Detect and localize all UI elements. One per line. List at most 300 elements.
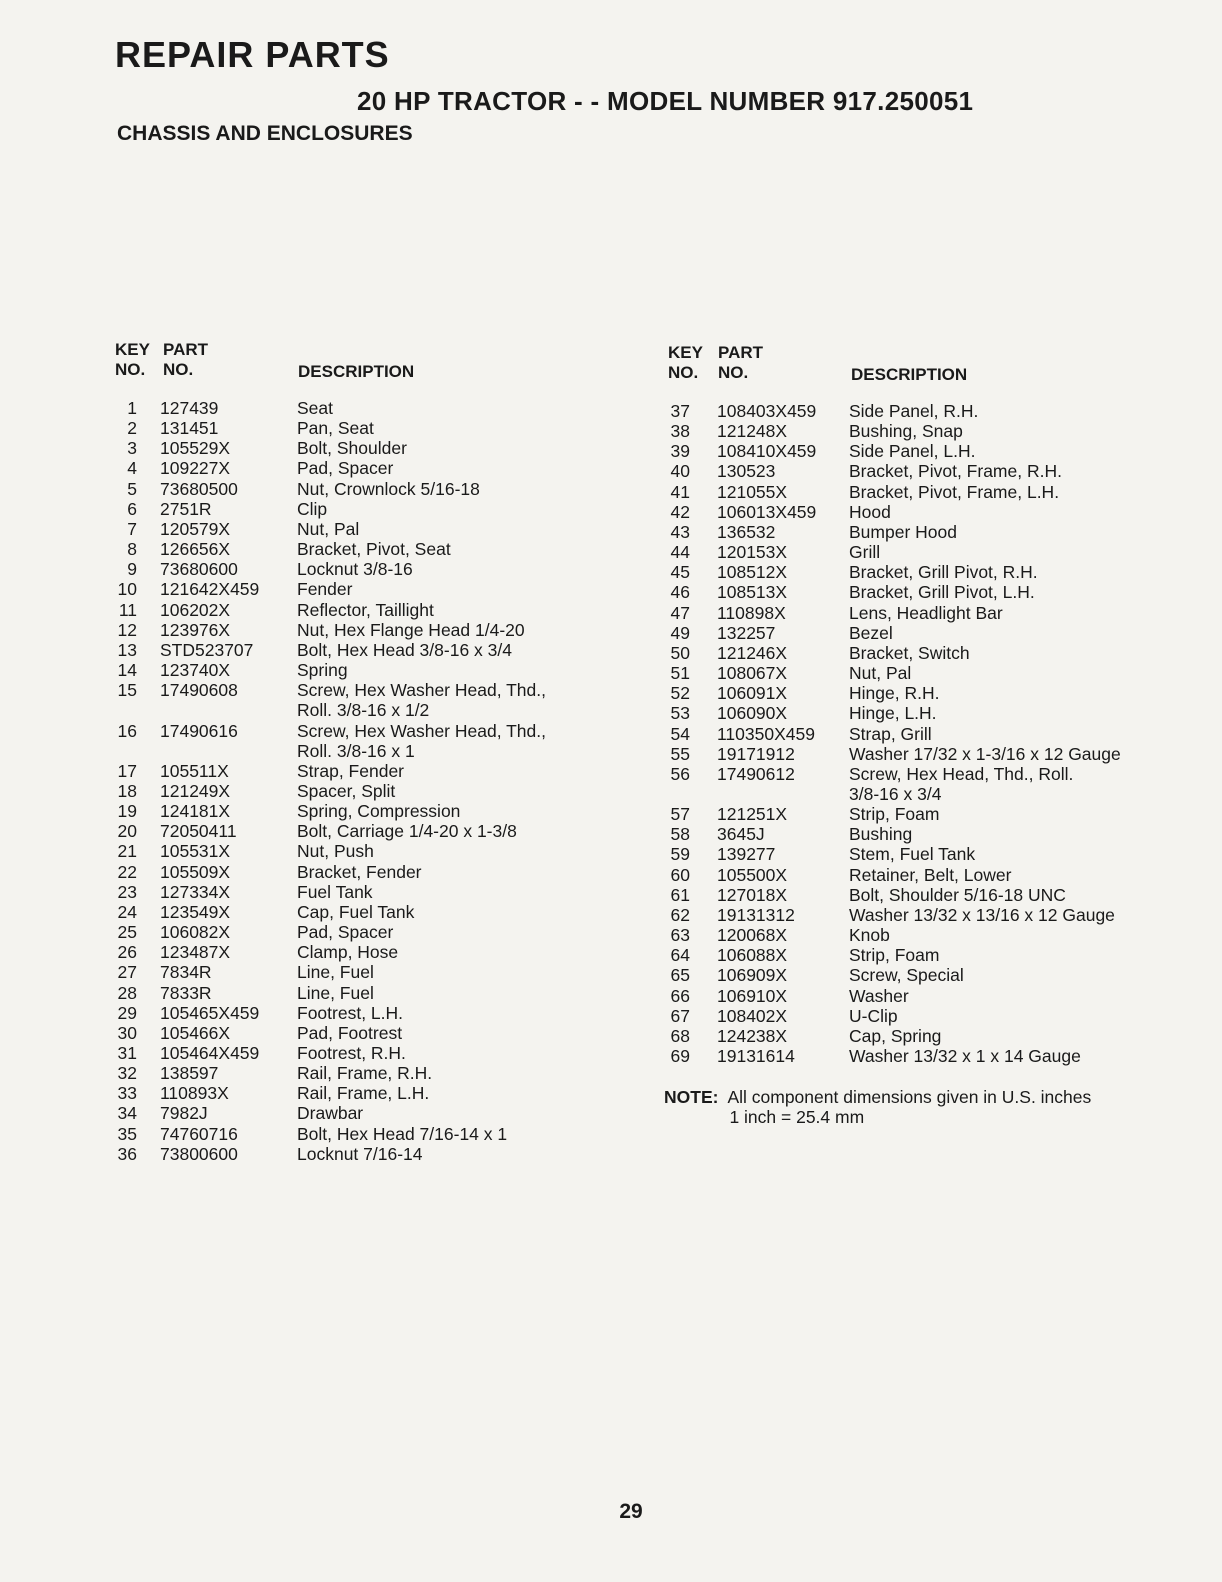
- note-body: [727, 1087, 1091, 1127]
- table-row: [663, 764, 1173, 804]
- part-description: Side Panel, L.H.: [849, 441, 976, 462]
- part-number: 121251X: [717, 804, 788, 825]
- table-row: [110, 519, 580, 539]
- dimensions-note: [664, 1087, 1091, 1127]
- part-number: 120153X: [717, 542, 788, 563]
- part-number: 106082X: [160, 922, 231, 943]
- key-number: 18: [117, 780, 137, 801]
- key-number: 58: [670, 824, 690, 845]
- part-description: Stem, Fuel Tank: [849, 844, 976, 865]
- part-description: Lens, Headlight Bar: [849, 602, 1003, 623]
- part-description: Bracket, Grill Pivot, L.H.: [849, 582, 1035, 603]
- parts-list-right: [663, 401, 1173, 1066]
- part-number: 73680600: [160, 559, 238, 580]
- part-number: 123740X: [160, 660, 231, 681]
- part-number: 105509X: [160, 861, 231, 882]
- table-row: [663, 844, 1173, 864]
- key-number: 24: [117, 901, 137, 922]
- part-number: 73800600: [160, 1143, 238, 1164]
- part-number: 121248X: [717, 421, 788, 442]
- table-row: [110, 418, 580, 438]
- part-number: 106090X: [717, 703, 788, 724]
- part-number: 108067X: [717, 663, 788, 684]
- part-number: 105464X459: [160, 1043, 260, 1063]
- key-number: 47: [670, 602, 690, 623]
- key-number: 21: [117, 841, 137, 862]
- description-header: DESCRIPTION: [851, 365, 968, 384]
- part-description: Screw, Hex Head, Thd., Roll.: [849, 763, 1074, 784]
- table-row: [110, 1043, 580, 1063]
- part-description: Bracket, Fender: [297, 861, 422, 882]
- key-number: 55: [670, 743, 690, 764]
- part-description: Drawbar: [297, 1103, 364, 1124]
- table-row: [110, 620, 580, 640]
- table-row: [110, 438, 580, 458]
- part-description: Strap, Fender: [297, 760, 404, 781]
- table-row: [663, 421, 1173, 441]
- part-number: 106091X: [717, 683, 788, 704]
- table-row: [663, 905, 1173, 925]
- part-description-continued: 3/8-16 x 3/4: [849, 783, 942, 804]
- part-description: Bumper Hood: [849, 521, 957, 542]
- key-number: 27: [117, 962, 137, 983]
- part-description: Fender: [297, 579, 353, 600]
- key-number: 53: [670, 703, 690, 724]
- part-description: Washer 13/32 x 1 x 14 Gauge: [849, 1046, 1081, 1066]
- key-number: 6: [127, 498, 137, 519]
- key-number: 50: [670, 642, 690, 663]
- table-row: [110, 882, 580, 902]
- part-description: Side Panel, R.H.: [849, 401, 979, 421]
- key-header-line1: KEY: [668, 343, 703, 362]
- key-number: 30: [117, 1022, 137, 1043]
- part-number: 108513X: [717, 582, 788, 603]
- table-row: [110, 1103, 580, 1123]
- key-number: 9: [127, 559, 137, 580]
- note-line-1: All component dimensions given in U.S. inches: [727, 1087, 1092, 1107]
- part-description: Strip, Foam: [849, 945, 940, 966]
- part-number: 126656X: [160, 539, 231, 560]
- part-number: 108512X: [717, 562, 788, 583]
- key-number: 57: [670, 804, 690, 825]
- key-number: 34: [117, 1103, 137, 1124]
- part-number: 139277: [717, 844, 776, 865]
- key-number: 65: [670, 965, 690, 986]
- key-number: 7: [127, 518, 137, 539]
- part-number: 3645J: [717, 824, 765, 845]
- table-row: [663, 603, 1173, 623]
- table-row: [663, 582, 1173, 602]
- key-number: 20: [117, 821, 137, 842]
- part-number: 19171912: [717, 743, 795, 764]
- key-number: 68: [670, 1025, 690, 1046]
- part-description: Bezel: [849, 622, 893, 643]
- table-row: [110, 781, 580, 801]
- description-header: DESCRIPTION: [298, 362, 415, 381]
- parts-list-left: [110, 398, 580, 1164]
- part-description: Hinge, L.H.: [849, 703, 937, 724]
- table-row: [110, 962, 580, 982]
- key-number: 15: [117, 680, 137, 701]
- key-number: 5: [127, 478, 137, 499]
- key-number: 56: [670, 763, 690, 784]
- part-number: 2751R: [160, 498, 212, 519]
- table-row: [110, 1144, 580, 1164]
- table-row: [110, 398, 580, 418]
- key-number: 1: [127, 398, 137, 418]
- part-description: Line, Fuel: [297, 962, 374, 983]
- key-number: 36: [117, 1143, 137, 1164]
- key-number: 28: [117, 982, 137, 1003]
- part-description: Bracket, Switch: [849, 642, 970, 663]
- key-number: 69: [670, 1046, 690, 1066]
- part-description: Bushing: [849, 824, 913, 845]
- key-number: 14: [117, 660, 137, 681]
- key-number: 40: [670, 461, 690, 482]
- table-row: [110, 600, 580, 620]
- part-description: Bracket, Grill Pivot, R.H.: [849, 562, 1038, 583]
- key-number: 42: [670, 501, 690, 522]
- table-row: [663, 824, 1173, 844]
- part-description: Cap, Fuel Tank: [297, 901, 415, 922]
- table-row: [663, 1006, 1173, 1026]
- part-number: 127334X: [160, 881, 231, 902]
- part-number: 123549X: [160, 901, 231, 922]
- part-number: 120579X: [160, 518, 231, 539]
- parts-table-right: [663, 343, 1173, 1066]
- table-row: [110, 801, 580, 821]
- key-number: 31: [117, 1043, 137, 1063]
- part-number: 105531X: [160, 841, 231, 862]
- part-description: Retainer, Belt, Lower: [849, 864, 1012, 885]
- table-row: [663, 623, 1173, 643]
- key-number: 61: [670, 884, 690, 905]
- key-header-line1: KEY: [115, 340, 150, 359]
- parts-table-left: [110, 340, 580, 1164]
- part-number: 106088X: [717, 945, 788, 966]
- key-number: 41: [670, 481, 690, 502]
- table-row: [663, 885, 1173, 905]
- key-number: 37: [670, 401, 690, 421]
- part-description: Rail, Frame, L.H.: [297, 1083, 430, 1104]
- note-label: NOTE:: [664, 1087, 719, 1107]
- key-number: 43: [670, 521, 690, 542]
- part-description: U-Clip: [849, 1005, 898, 1026]
- page-title: REPAIR PARTS: [115, 34, 390, 75]
- model-subtitle: 20 HP TRACTOR - - MODEL NUMBER 917.250051: [357, 86, 974, 116]
- part-number: 108403X459: [717, 401, 817, 421]
- key-header-line2: NO.: [668, 363, 699, 382]
- key-number: 25: [117, 922, 137, 943]
- part-number: 7982J: [160, 1103, 208, 1124]
- part-number: STD523707: [160, 639, 254, 660]
- part-description: Line, Fuel: [297, 982, 374, 1003]
- table-row: [110, 539, 580, 559]
- key-number: 60: [670, 864, 690, 885]
- table-row: [110, 1083, 580, 1103]
- part-number: 136532: [717, 521, 776, 542]
- part-number: 120068X: [717, 925, 788, 946]
- table-row: [110, 841, 580, 861]
- part-description: Cap, Spring: [849, 1025, 942, 1046]
- table-row: [663, 724, 1173, 744]
- key-number: 17: [117, 760, 137, 781]
- part-description: Pad, Spacer: [297, 458, 394, 479]
- table-row: [110, 902, 580, 922]
- part-number: 132257: [717, 622, 776, 643]
- part-description: Strap, Grill: [849, 723, 932, 744]
- part-description: Hinge, R.H.: [849, 683, 940, 704]
- part-number: 7833R: [160, 982, 212, 1003]
- part-description: Bolt, Hex Head 7/16-14 x 1: [297, 1123, 508, 1144]
- part-description: Washer 13/32 x 13/16 x 12 Gauge: [849, 904, 1115, 925]
- key-number: 45: [670, 562, 690, 583]
- table-row: [110, 1023, 580, 1043]
- part-number: 121246X: [717, 642, 788, 663]
- part-number: 131451: [160, 418, 219, 439]
- part-description: Bolt, Shoulder: [297, 438, 407, 459]
- part-description: Bracket, Pivot, Frame, L.H.: [849, 481, 1060, 502]
- part-number: 110893X: [160, 1083, 229, 1104]
- part-description: Pad, Footrest: [297, 1022, 403, 1043]
- part-number: 105529X: [160, 438, 231, 459]
- table-row: [663, 925, 1173, 945]
- key-number: 26: [117, 942, 137, 963]
- note-line-2: 1 inch = 25.4 mm: [729, 1107, 865, 1127]
- table-row: [110, 862, 580, 882]
- key-number: 62: [670, 904, 690, 925]
- table-row: [663, 663, 1173, 683]
- part-number: 74760716: [160, 1123, 238, 1144]
- key-number: 59: [670, 844, 690, 865]
- table-row: [663, 441, 1173, 461]
- part-description: Strip, Foam: [849, 804, 940, 825]
- part-description: Spring, Compression: [297, 801, 461, 822]
- key-number: 66: [670, 985, 690, 1006]
- table-row: [663, 744, 1173, 764]
- part-header-line1: PART: [718, 343, 764, 362]
- part-description: Bushing, Snap: [849, 421, 963, 442]
- part-description: Screw, Special: [849, 965, 964, 986]
- part-number: 121642X459: [160, 579, 260, 600]
- part-description: Bolt, Hex Head 3/8-16 x 3/4: [297, 639, 512, 660]
- part-description: Rail, Frame, R.H.: [297, 1063, 433, 1084]
- table-row: [663, 1026, 1173, 1046]
- table-row: [663, 542, 1173, 562]
- part-description: Locknut 3/8-16: [297, 559, 413, 580]
- part-description: Screw, Hex Washer Head, Thd.,: [297, 720, 546, 741]
- table-row: [663, 683, 1173, 703]
- key-number: 12: [117, 619, 137, 640]
- part-number: 73680500: [160, 478, 238, 499]
- page-number: 29: [619, 1500, 643, 1523]
- table-row: [110, 721, 580, 761]
- key-number: 46: [670, 582, 690, 603]
- part-description: Knob: [849, 925, 890, 946]
- table-row: [663, 562, 1173, 582]
- table-row: [110, 942, 580, 962]
- table-row: [663, 461, 1173, 481]
- key-number: 32: [117, 1063, 137, 1084]
- key-number: 23: [117, 881, 137, 902]
- part-number: 105466X: [160, 1022, 231, 1043]
- table-row: [663, 643, 1173, 663]
- part-number: 105465X459: [160, 1002, 260, 1023]
- key-number: 2: [127, 418, 137, 439]
- table-row: [663, 502, 1173, 522]
- part-description: Nut, Hex Flange Head 1/4-20: [297, 619, 525, 640]
- part-description: Nut, Crownlock 5/16-18: [297, 478, 480, 499]
- part-description-continued: Roll. 3/8-16 x 1/2: [297, 700, 430, 721]
- part-description: Locknut 7/16-14: [297, 1143, 423, 1164]
- table-row: [663, 401, 1173, 421]
- part-number: 72050411: [160, 821, 237, 842]
- key-number: 63: [670, 925, 690, 946]
- part-number: 127018X: [717, 884, 788, 905]
- table-row: [663, 1046, 1173, 1066]
- key-number: 10: [117, 579, 137, 600]
- key-number: 22: [117, 861, 137, 882]
- key-number: 4: [127, 458, 137, 479]
- key-number: 67: [670, 1005, 690, 1026]
- part-number: 17490612: [717, 763, 795, 784]
- table-row: [110, 821, 580, 841]
- part-description: Bolt, Shoulder 5/16-18 UNC: [849, 884, 1066, 905]
- table-row: [663, 522, 1173, 542]
- table-row: [663, 865, 1173, 885]
- key-number: 11: [118, 599, 137, 620]
- table-row: [110, 479, 580, 499]
- table-row: [663, 945, 1173, 965]
- key-header-line2: NO.: [115, 360, 146, 379]
- part-number: 106202X: [160, 599, 231, 620]
- table-row: [110, 458, 580, 478]
- part-number: 19131614: [717, 1046, 795, 1066]
- table-row: [110, 680, 580, 720]
- part-description-continued: Roll. 3/8-16 x 1: [297, 740, 415, 761]
- table-row: [110, 1063, 580, 1083]
- part-description: Pan, Seat: [297, 418, 374, 439]
- part-description: Hood: [849, 501, 891, 522]
- part-number: 130523: [717, 461, 776, 482]
- table-row: [110, 761, 580, 781]
- part-description: Spacer, Split: [297, 780, 396, 801]
- part-description: Reflector, Taillight: [297, 599, 434, 620]
- part-header-line2: NO.: [163, 360, 194, 379]
- part-number: 19131312: [717, 904, 795, 925]
- key-number: 39: [670, 441, 690, 462]
- part-number: 105500X: [717, 864, 788, 885]
- part-description: Spring: [297, 660, 348, 681]
- part-number: 138597: [160, 1063, 219, 1084]
- part-description: Nut, Pal: [297, 518, 360, 539]
- part-number: 127439: [160, 398, 219, 418]
- table-row: [663, 804, 1173, 824]
- table-header: [663, 343, 1173, 401]
- part-description: Footrest, L.H.: [297, 1002, 404, 1023]
- key-number: 16: [117, 720, 137, 741]
- part-number: 123487X: [160, 942, 231, 963]
- table-row: [663, 965, 1173, 985]
- table-row: [110, 579, 580, 599]
- part-number: 105511X: [160, 760, 229, 781]
- part-description: Clamp, Hose: [297, 942, 399, 963]
- part-description: Screw, Hex Washer Head, Thd.,: [297, 680, 546, 701]
- key-number: 35: [117, 1123, 137, 1144]
- part-number: 124238X: [717, 1025, 788, 1046]
- key-number: 38: [670, 421, 690, 442]
- key-number: 29: [117, 1002, 137, 1023]
- part-description: Bolt, Carriage 1/4-20 x 1-3/8: [297, 821, 517, 842]
- part-description: Footrest, R.H.: [297, 1043, 406, 1063]
- table-row: [110, 922, 580, 942]
- key-number: 8: [127, 539, 137, 560]
- part-number: 108402X: [717, 1005, 788, 1026]
- table-row: [110, 660, 580, 680]
- table-row: [110, 1124, 580, 1144]
- part-number: 17490608: [160, 680, 238, 701]
- key-number: 49: [670, 622, 690, 643]
- table-row: [663, 703, 1173, 723]
- key-number: 52: [670, 683, 690, 704]
- table-row: [110, 1003, 580, 1023]
- part-description: Washer: [849, 985, 909, 1006]
- part-description: Washer 17/32 x 1-3/16 x 12 Gauge: [849, 743, 1121, 764]
- part-number: 123976X: [160, 619, 231, 640]
- table-row: [110, 559, 580, 579]
- part-header-line1: PART: [163, 340, 209, 359]
- part-description: Fuel Tank: [297, 881, 373, 902]
- part-description: Bracket, Pivot, Frame, R.H.: [849, 461, 1062, 482]
- key-number: 44: [670, 542, 690, 563]
- table-row: [110, 499, 580, 519]
- part-number: 106013X459: [717, 501, 817, 522]
- key-number: 64: [670, 945, 690, 966]
- table-row: [663, 482, 1173, 502]
- part-number: 110350X459: [717, 723, 815, 744]
- part-number: 106909X: [717, 965, 788, 986]
- section-heading: CHASSIS AND ENCLOSURES: [117, 122, 413, 145]
- key-number: 3: [127, 438, 137, 459]
- part-description: Clip: [297, 498, 328, 519]
- part-number: 108410X459: [717, 441, 817, 462]
- part-number: 124181X: [160, 801, 231, 822]
- part-number: 110898X: [717, 602, 786, 623]
- part-header-line2: NO.: [718, 363, 749, 382]
- table-row: [110, 640, 580, 660]
- key-number: 19: [117, 801, 137, 822]
- part-number: 106910X: [717, 985, 788, 1006]
- table-row: [110, 983, 580, 1003]
- part-description: Seat: [297, 398, 333, 418]
- table-header: [110, 340, 580, 398]
- part-description: Nut, Push: [297, 841, 374, 862]
- key-number: 13: [117, 639, 137, 660]
- part-description: Grill: [849, 542, 881, 563]
- part-number: 109227X: [160, 458, 231, 479]
- part-number: 17490616: [160, 720, 238, 741]
- key-number: 54: [670, 723, 690, 744]
- part-number: 121055X: [717, 481, 788, 502]
- part-description: Nut, Pal: [849, 663, 912, 684]
- key-number: 33: [117, 1083, 137, 1104]
- part-number: 121249X: [160, 780, 231, 801]
- table-row: [663, 986, 1173, 1006]
- key-number: 51: [670, 663, 690, 684]
- part-description: Pad, Spacer: [297, 922, 394, 943]
- part-number: 7834R: [160, 962, 212, 983]
- part-description: Bracket, Pivot, Seat: [297, 539, 451, 560]
